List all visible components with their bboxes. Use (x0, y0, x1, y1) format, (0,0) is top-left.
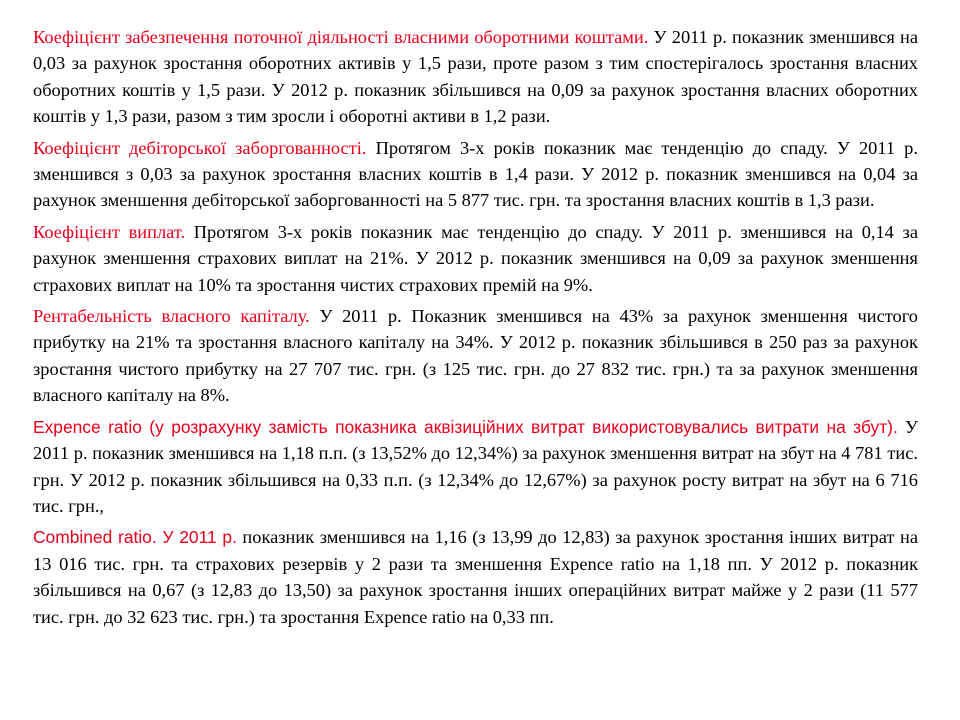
paragraph-expense-ratio (33, 414, 918, 520)
paragraph-payout-coefficient (33, 219, 918, 298)
paragraph-body: У 2011 р. показник зменшився на 0,03 за рахунок зростання оборотних активів у 1,5 рази, проте разом з тим спостерігалось зростання власних оборотних коштів у 1,5 рази. У 2012 р. показник збільшився на 0,09 за рахунок зростання власних оборотних коштів у 1,3 рази, разом з тим зросли і оборотні активи в 1,2 рази. (33, 27, 918, 127)
paragraph-receivables-coefficient (33, 135, 918, 214)
paragraph-lead: Рентабельність власного капіталу. (33, 306, 310, 327)
paragraph-body: показник зменшився на 1,16 (з 13,99 до 12,83) за рахунок зростання інших витрат на 13 016 тис. грн. та страхових резервів у 2 рази та зменшення Expence ratio на 1,18 пп. У 2012 р. показник збільшився на 0,67 (з 12,83 до 13,50) за рахунок зростання інших операційних витрат майже у 2 рази (11 577 тис. грн. до 32 623 тис. грн.) та зростання Expence ratio на 0,33 пп. (33, 527, 918, 627)
paragraph-lead: Коефіцієнт виплат. (33, 221, 186, 242)
paragraph-combined-ratio (33, 524, 918, 630)
paragraph-body: У 2011 р. Показник зменшився на 43% за рахунок зменшення чистого прибутку на 21% та зростання власного капіталу на 34%. У 2012 р. показник збільшився в 250 раз за рахунок зростання чистого прибутку на 27 707 тис. грн. (з 125 тис. грн. до 27 832 тис. грн.) та за рахунок зменшення власного капіталу на 8%. (33, 306, 919, 406)
paragraph-lead: Combined ratio. У 2011 р. (33, 527, 237, 548)
paragraph-lead: Коефіцієнт дебіторської заборгованності. (33, 137, 367, 158)
paragraph-body: Протягом 3-х років показник має тенденцію до спаду. У 2011 р. зменшився з 0,03 за рахунок зростання власних коштів в 1,4 рази. У 2012 р. показник зменшився на 0,04 за рахунок зменшення дебіторської заборгованності на 5 877 тис. грн. та зростання власних коштів в 1,3 рази. (33, 137, 918, 211)
paragraph-body: У 2011 р. показник зменшився на 1,18 п.п. (з 13,52% до 12,34%) за рахунок зменшення витрат на збут на 4 781 тис. грн. У 2012 р. показник збільшився на 0,33 п.п. (з 12,34% до 12,67%) за рахунок росту витрат на збут на 6 716 тис. грн., (33, 416, 918, 516)
paragraph-lead: Expence ratio (у розрахунку замість показника аквізиційних витрат використовувались витрати на збут). (33, 416, 898, 437)
paragraph-return-on-equity (33, 303, 918, 409)
paragraph-body: Протягом 3-х років показник має тенденцію до спаду. У 2011 р. зменшився на 0,14 за рахунок зменшення страхових виплат на 21%. У 2012 р. показник зменшився на 0,09 за рахунок зменшення страхових виплат на 10% та зростання чистих страхових премій на 9%. (33, 221, 918, 295)
paragraph-current-activity-coefficient (33, 24, 918, 130)
paragraph-lead: Коефіцієнт забезпечення поточної діяльності власними оборотними коштами. (33, 27, 649, 47)
